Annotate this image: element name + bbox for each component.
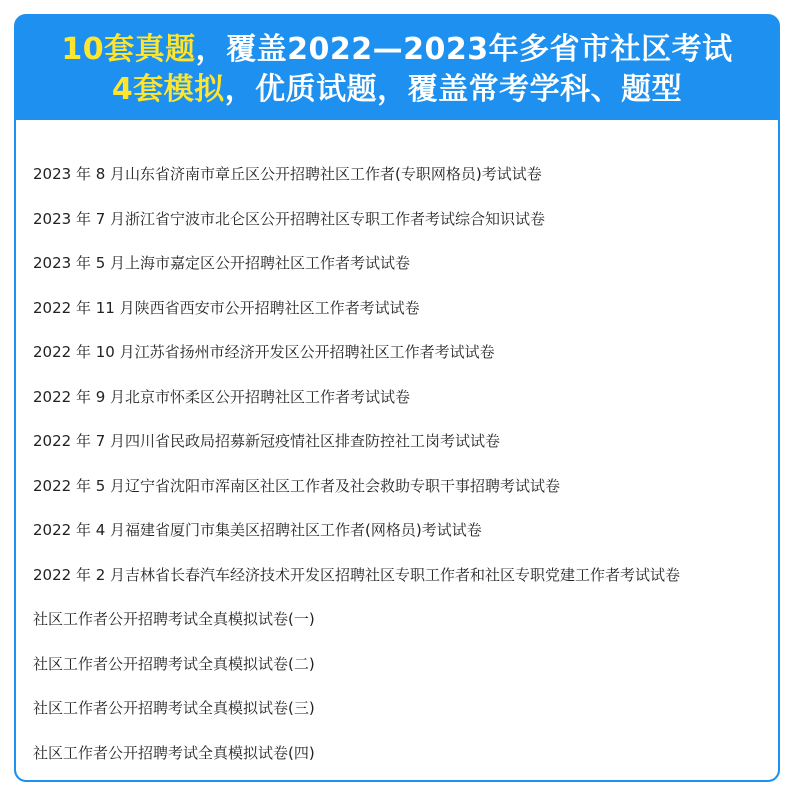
list-item: 2022 年 7 月四川省民政局招募新冠疫情社区排查防控社工岗考试试卷: [33, 432, 501, 450]
header-line-1-text: ，覆盖2022—2023年多省市社区考试: [195, 32, 733, 67]
list-item: 2022 年 10 月江苏省扬州市经济开发区公开招聘社区工作者考试试卷: [33, 343, 495, 361]
list-item: 社区工作者公开招聘考试全真模拟试卷(二): [33, 654, 315, 673]
exam-list-panel: [16, 120, 778, 780]
list-item: 2023 年 8 月山东省济南市章丘区公开招聘社区工作者(专职网格员)考试试卷: [33, 165, 542, 183]
list-item: 社区工作者公开招聘考试全真模拟试卷(三): [33, 699, 315, 717]
list-item: 2022 年 11 月陕西省西安市公开招聘社区工作者考试试卷: [33, 298, 420, 317]
list-item: 2023 年 7 月浙江省宁波市北仑区公开招聘社区专职工作者考试综合知识试卷: [33, 209, 546, 228]
list-item: 2022 年 4 月福建省厦门市集美区招聘社区工作者(网格员)考试试卷: [33, 521, 482, 539]
header-line-2-highlight: 4套模拟: [111, 72, 225, 107]
product-info-card: [14, 14, 780, 782]
list-item: 2022 年 2 月吉林省长春汽车经济技术开发区招聘社区专职工作者和社区专职党建工作者考试试卷: [33, 565, 681, 584]
header-line-1: [61, 30, 732, 70]
list-item: 2022 年 9 月北京市怀柔区公开招聘社区工作者考试试卷: [33, 387, 411, 406]
header-line-2: [112, 70, 682, 110]
exam-list: [16, 120, 778, 775]
header-line-1-highlight: 10套真题: [61, 32, 196, 67]
list-item: 社区工作者公开招聘考试全真模拟试卷(四): [33, 743, 315, 762]
list-item: 社区工作者公开招聘考试全真模拟试卷(一): [33, 610, 315, 628]
header-line-2-text: ，优质试题，覆盖常考学科、题型: [224, 72, 683, 107]
header-banner: [16, 16, 778, 120]
list-item: 2023 年 5 月上海市嘉定区公开招聘社区工作者考试试卷: [33, 254, 411, 272]
list-item: 2022 年 5 月辽宁省沈阳市浑南区社区工作者及社会救助专职干事招聘考试试卷: [33, 476, 561, 495]
